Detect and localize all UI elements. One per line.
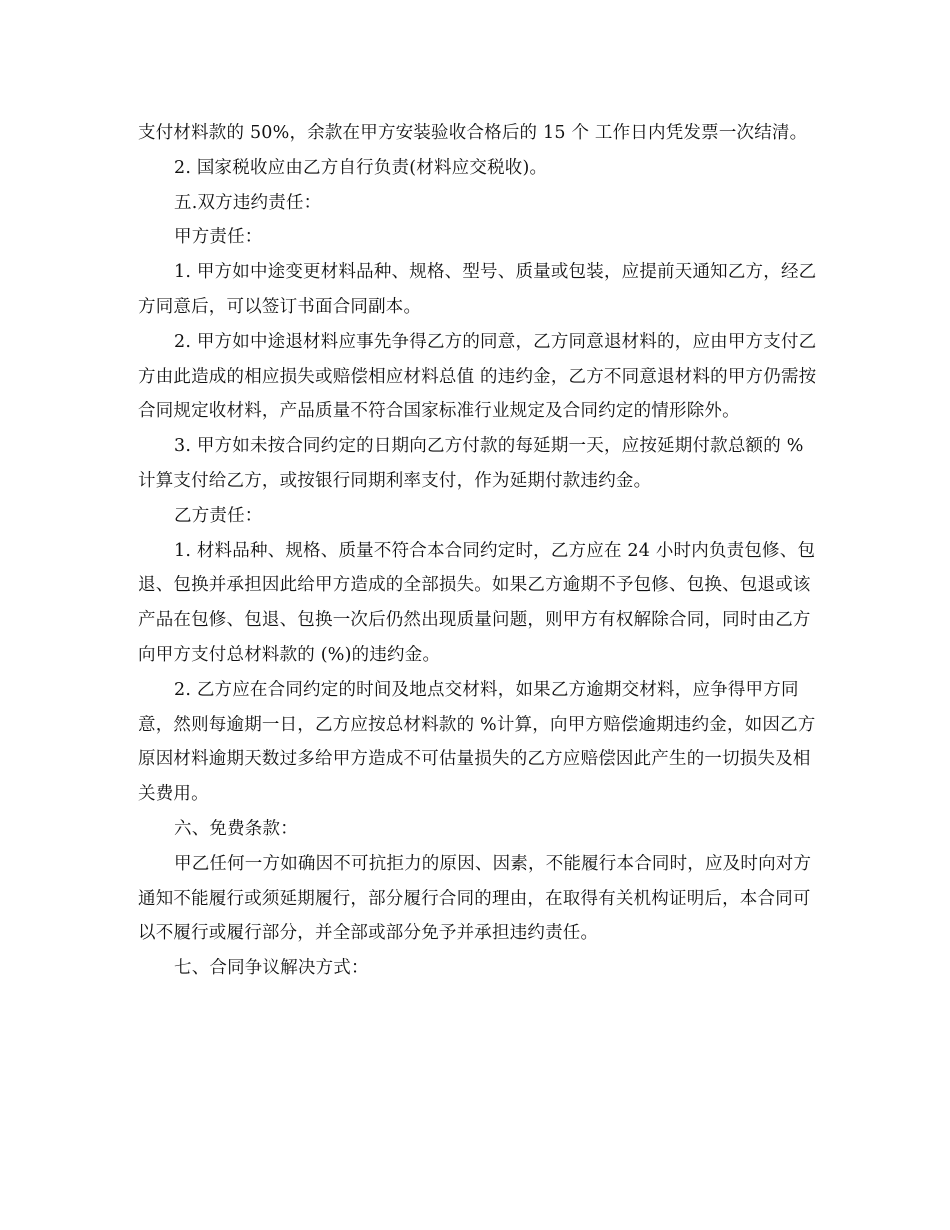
paragraph-party-b-1: 1. 材料品种、规格、质量不符合本合同约定时，乙方应在 24 小时内负责包修、包退、包换并承担因此给甲方造成的全部损失。如果乙方逾期不予包修、包换、包退或该产品在包修、包退、包换一次后仍然出现质量问题，则甲方有权解除合同，同时由乙方向甲方支付总材料款的 (%)的违约金。: [138, 540, 816, 665]
paragraph-party-a-1: 1. 甲方如中途变更材料品种、规格、型号、质量或包装，应提前天通知乙方，经乙方同意后，可以签订书面合同副本。: [138, 262, 817, 317]
paragraph-party-a-2: 2. 甲方如中途退材料应事先争得乙方的同意，乙方同意退材料的，应由甲方支付乙方由此造成的相应损失或赔偿相应材料总值 的违约金，乙方不同意退材料的甲方仍需按合同规定收材料，产品质量不符合国家标准行业规定及合同约定的情形除外。: [138, 331, 817, 422]
subheading-party-a: 甲方责任：: [174, 227, 263, 248]
section-heading-breach: 五.双方违约责任：: [174, 192, 322, 213]
paragraph-party-a-3: 3. 甲方如未按合同约定的日期向乙方付款的每延期一天，应按延期付款总额的 %计算支付给乙方，或按银行同期利率支付，作为延期付款违约金。: [138, 436, 804, 491]
document-body: [138, 116, 818, 986]
subheading-party-b: 乙方责任：: [174, 505, 263, 526]
paragraph-force-majeure: 甲乙任何一方如确因不可抗拒力的原因、因素，不能履行本合同时，应及时向对方通知不能履行或须延期履行，部分履行合同的理由，在取得有关机构证明后，本合同可以不履行或履行部分，并全部或部分免予并承担违约责任。: [138, 853, 812, 944]
paragraph-party-b-2: 2. 乙方应在合同约定的时间及地点交材料，如果乙方逾期交材料，应争得甲方同意，然则每逾期一日，乙方应按总材料款的 %计算，向甲方赔偿逾期违约金，如因乙方原因材料逾期天数过多给甲方造成不可估量损失的乙方应赔偿因此产生的一切损失及相关费用。: [138, 679, 816, 805]
paragraph-tax: 2. 国家税收应由乙方自行负责(材料应交税收)。: [174, 157, 548, 178]
section-heading-exemption: 六、免费条款：: [174, 818, 298, 839]
paragraph-payment-terms: 支付材料款的 50%，余款在甲方安装验收合格后的 15 个 工作日内凭发票一次结清。: [138, 123, 808, 143]
section-heading-dispute: 七、合同争议解决方式：: [174, 958, 369, 979]
